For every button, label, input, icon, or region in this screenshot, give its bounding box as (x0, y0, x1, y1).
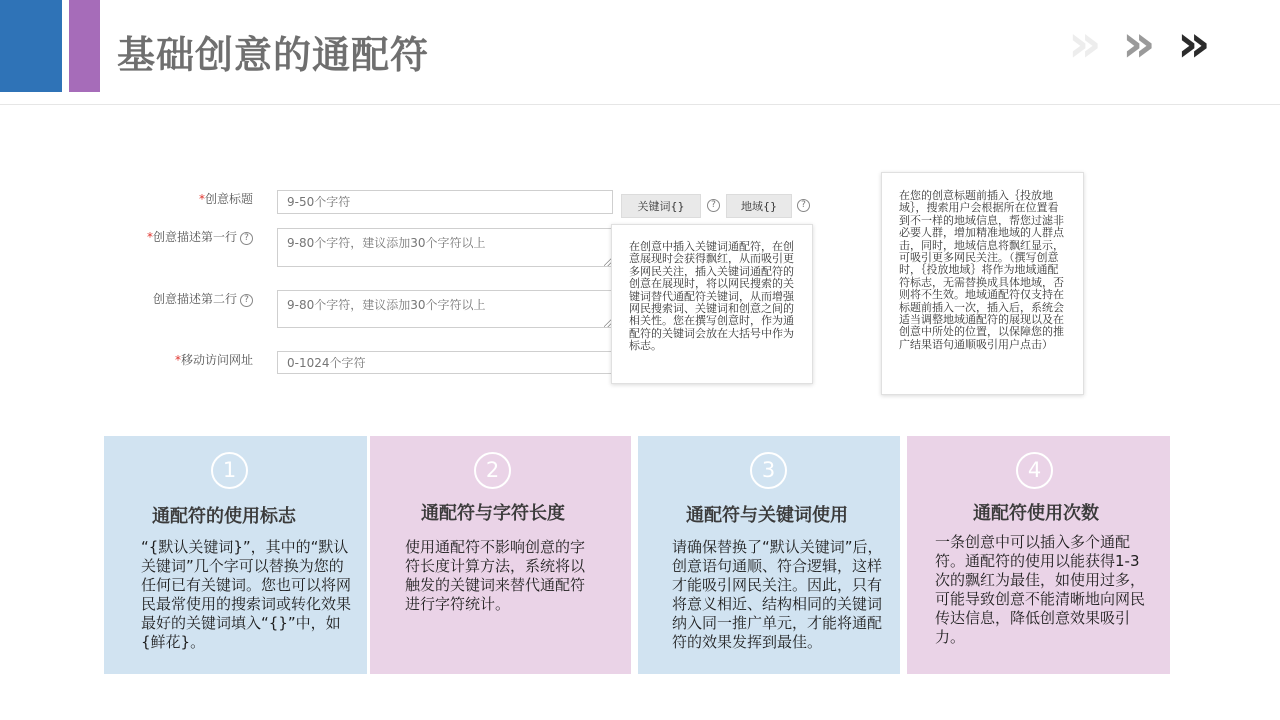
info-card-4 (907, 436, 1170, 674)
keyword-help-icon[interactable]: ? (707, 199, 720, 212)
insert-region-button[interactable]: 地域{} (726, 194, 792, 218)
card-body: 请确保替换了“默认关键词”后，创意语句通顺、符合逻辑，这样才能吸引网民关注。因此，只有将意义相近、结构相同的关键词纳入同一推广单元，才能将通配符的效果发挥到最佳。 (672, 538, 883, 651)
required-mark: * (146, 230, 153, 244)
card-body: “{默认关键词}”，其中的“默认关键词”几个字可以替换为您的任何已有关键词。您也可以将网民最常使用的搜索词或转化效果最好的关键词填入“{}”中，如{鲜花}。 (141, 538, 352, 651)
label-description-line-2: 创意描述第二行 ? (113, 290, 253, 307)
creative-title-input[interactable] (277, 190, 613, 214)
region-popover-text: 在您的创意标题前插入｛投放地域｝，搜索用户会根据所在位置看到不一样的地域信息，帮您过滤非必要人群，增加精准地域的人群点击，同时，地域信息将飘红显示，可吸引更多网民关注。（撰写创意时，｛投放地域｝将作为地域通配符标志，无需替换成具体地域，否则将不生效。地域通配符仅支持在标题前插入一次，插入后，系统会适当调整地域通配符的展现以及在创意中所处的位置，以保障您的推广结果语句通顺吸引用户点击） (899, 189, 1064, 351)
card-title: 通配符使用次数 (973, 503, 1099, 524)
card-number-badge: 3 (750, 452, 787, 489)
card-title: 通配符的使用标志 (152, 506, 296, 527)
insert-keyword-button[interactable]: 关键词{} (621, 194, 701, 218)
card-body: 使用通配符不影响创意的字符长度计算方法，系统将以触发的关键词来替代通配符进行字符统计。 (405, 538, 586, 613)
keyword-popover-text: 在创意中插入关键词通配符，在创意展现时会获得飘红，从而吸引更多网民关注，插入关键词通配符的创意在展现时，将以网民搜索的关键词替代通配符关键词，从而增强网民搜索词、关键词和创意之间的相关性。您在撰写创意时，作为通配符的关键词会放在大括号中作为标志。 (629, 240, 794, 353)
required-mark: * (198, 192, 205, 206)
description-line-2-textarea[interactable] (277, 290, 613, 328)
keyword-help-popover (611, 224, 813, 384)
description-line-2-wrapper (277, 290, 613, 328)
header-accent-blue (0, 0, 62, 92)
card-body: 一条创意中可以插入多个通配符。通配符的使用以能获得1-3次的飘红为最佳，如使用过多，可能导致创意不能清晰地向网民传达信息，降低创意效果吸引力。 (935, 533, 1146, 646)
label-creative-title: *创意标题 (198, 192, 253, 206)
card-title: 通配符与字符长度 (421, 503, 565, 524)
description-line-1-wrapper (277, 228, 613, 267)
region-help-popover (881, 172, 1084, 395)
label-mobile-url: *移动访问网址 (174, 353, 253, 367)
info-card-1 (104, 436, 367, 674)
page-title: 基础创意的通配符 (117, 33, 430, 77)
chevron-dark-icon: » (1177, 14, 1197, 74)
header-divider (0, 104, 1280, 105)
info-card-2 (370, 436, 631, 674)
required-mark: * (174, 353, 181, 367)
help-icon[interactable]: ? (240, 294, 253, 307)
info-card-3 (638, 436, 900, 674)
chevron-light-icon: » (1068, 14, 1088, 74)
card-number-badge: 4 (1016, 452, 1053, 489)
mobile-url-input[interactable] (277, 351, 613, 374)
card-number-badge: 2 (474, 452, 511, 489)
label-description-line-1: *创意描述第一行 ? (113, 228, 253, 245)
description-line-1-textarea[interactable] (277, 228, 613, 267)
chevron-mid-icon: » (1122, 14, 1142, 74)
region-help-icon[interactable]: ? (797, 199, 810, 212)
help-icon[interactable]: ? (240, 232, 253, 245)
card-title: 通配符与关键词使用 (686, 505, 848, 526)
card-number-badge: 1 (211, 452, 248, 489)
header-accent-purple (69, 0, 100, 92)
